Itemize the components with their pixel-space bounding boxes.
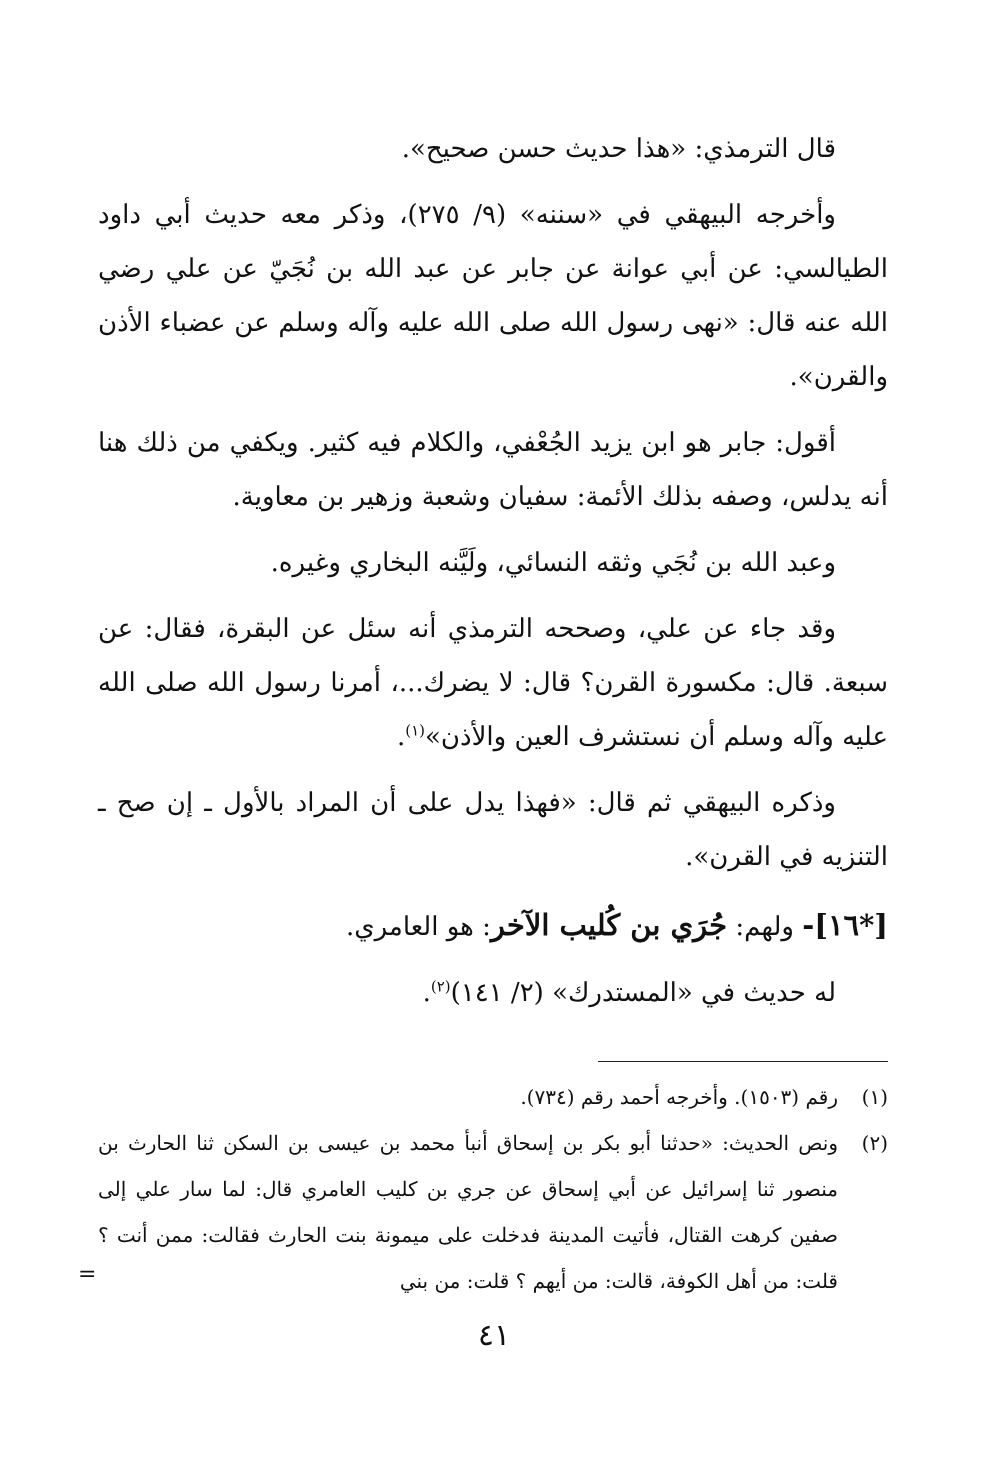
- footnote-ref-1: (١): [405, 721, 425, 740]
- paragraph-2: وأخرجه البيهقي في «سننه» (٩/ ٢٧٥)، وذكر معه حديث أبي داود الطيالسي: عن أبي عوانة عن جابر عن عبد الله بن نُجَيّ عن علي رضي الله عنه قال: «نهى رسول الله صلى الله عليه وآله وسلم عن عضباء الأذن والقرن».: [98, 200, 888, 392]
- continuation-mark: =: [78, 1262, 97, 1287]
- footnote-text: ونص الحديث: «حدثنا أبو بكر بن إسحاق أنبأ محمد بن عيسى بن السكن ثنا الحارث بن منصور ثنا إسرائيل عن أبي إسحاق عن جري بن كليب العامري قال: لما سار علي إلى صفين كرهت القتال، فأتيت المدينة فدخلت على ميمونة بنت الحارث فقالت: ممن أنت ؟ قلت: من أهل الكوفة، قالت: من أيهم ؟ قلت: من بني: [98, 1131, 838, 1293]
- footnote-ref-2: (٢): [430, 977, 451, 996]
- entry-line-end: .: [422, 978, 431, 1008]
- paragraph-4: وعبد الله بن نُجَي وثقه النسائي، ولَيَّنه البخاري وغيره.: [270, 548, 836, 578]
- entry-name: جُرَي بن كُليب الآخر: [490, 908, 728, 942]
- paragraph-1: قال الترمذي: «هذا حديث حسن صحيح».: [401, 134, 836, 164]
- footnote-1: [98, 1074, 888, 1120]
- paragraph-3: أقول: جابر هو ابن يزيد الجُعْفي، والكلام فيه كثير. ويكفي من ذلك هنا أنه يدلس، وصفه بذلك الأئمة: سفيان وشعبة وزهير بن معاوية.: [98, 428, 888, 512]
- footnote-number: (٢): [861, 1131, 888, 1155]
- entry-number: [*١٦]-: [802, 908, 888, 942]
- footnote-number: (١): [861, 1085, 888, 1109]
- paragraph-5-text: وقد جاء عن علي، وصححه الترمذي أنه سئل عن البقرة، فقال: عن سبعة. قال: مكسورة القرن؟ قال: لا يضرك...، أمرنا رسول الله صلى الله عليه وآله وسلم أن نستشرف العين والأذن»: [98, 614, 889, 752]
- entry-desc: : هو العامري.: [345, 912, 491, 942]
- footnote-separator: [598, 1061, 888, 1062]
- entry-line: [98, 966, 888, 1020]
- entry-line-text: له حديث في «المستدرك» (٢/ ١٤١): [450, 978, 836, 1008]
- main-text: [98, 122, 888, 1020]
- footnote-text: رقم (١٥٠٣). وأخرجه أحمد رقم (٧٣٤).: [520, 1085, 838, 1109]
- footnotes: [78, 1074, 888, 1304]
- entry-heading: [98, 898, 888, 954]
- paragraph-5-end: .: [396, 722, 406, 752]
- paragraph-6: وذكره البيهقي ثم قال: «فهذا يدل على أن المراد بالأول ـ إن صح ـ التنزيه في القرن».: [98, 788, 888, 872]
- footnote-2: [78, 1120, 888, 1304]
- page-number: ٤١: [477, 1318, 511, 1353]
- paragraph-5: [98, 602, 888, 764]
- entry-intro: ولهم:: [735, 912, 794, 942]
